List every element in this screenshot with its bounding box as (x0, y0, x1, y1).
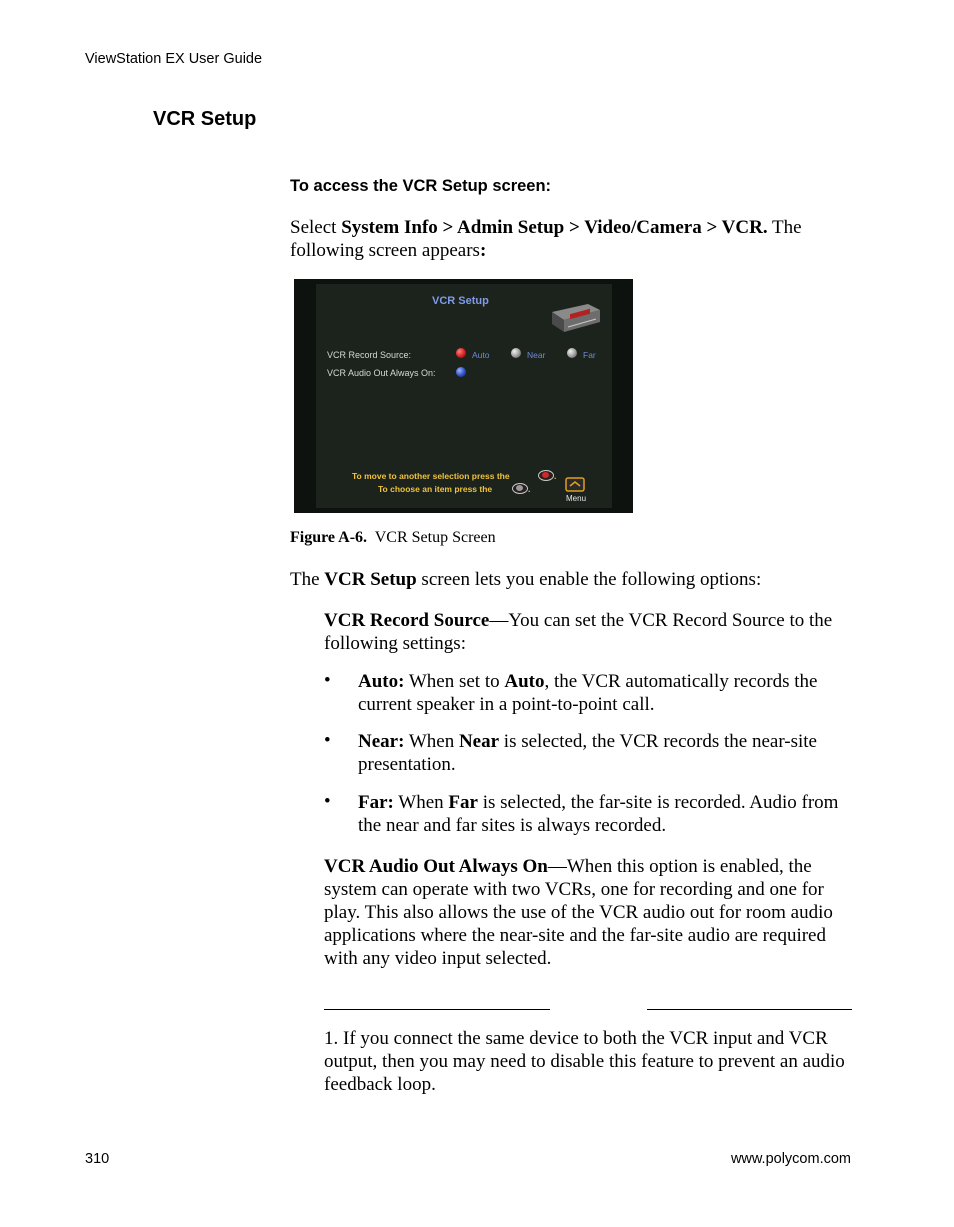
audio-out-term: VCR Audio Out Always On (324, 856, 548, 877)
screen-panel (316, 284, 612, 508)
intro-text: The (290, 569, 325, 590)
running-header: ViewStation EX User Guide (85, 51, 263, 67)
record-source-paragraph (324, 609, 852, 655)
bullet-term: Far: (358, 792, 394, 813)
bullet-text: is selected, the far-site is recorded. Audio from the near and far sites is always recorded. (358, 792, 839, 836)
hint-move-text: To move to another selection press the (352, 471, 510, 481)
figure-text: VCR Setup Screen (374, 529, 496, 546)
audio-out-checkbox[interactable] (456, 367, 466, 377)
record-source-label: VCR Record Source: (327, 350, 412, 360)
bullet-auto (358, 670, 852, 716)
intro-term: VCR Setup (324, 569, 417, 590)
step-text: Select (290, 217, 342, 238)
hint-choose-text: To choose an item press the (378, 484, 493, 494)
radio-far[interactable] (567, 348, 577, 358)
bullet-glyph: • (324, 730, 331, 751)
bullet-text: , the VCR automatically records the current speaker in a point-to-point call. (358, 671, 818, 715)
arrow-keys-icon (538, 470, 557, 481)
step-text: The following screen appears (290, 217, 802, 261)
audio-out-paragraph (324, 855, 852, 970)
hint-move (352, 471, 510, 481)
bullet-text: is selected, the VCR records the near-site presentation. (358, 731, 817, 775)
figure-label: Figure A-6. (290, 529, 368, 546)
vcr-setup-screenshot (294, 279, 633, 513)
record-source-text: —You can set the VCR Record Source to the following settings: (324, 610, 833, 654)
audio-out-text: —When this option is enabled, the system can operate with two VCRs, one for recording and one for play. This also allows the use of the VCR audio out for room audio applications where the near-site and the far-site audio are required with any video input selected. (324, 856, 833, 969)
footnote-rule (647, 1009, 852, 1010)
bullet-glyph: • (324, 670, 331, 691)
audio-out-label: VCR Audio Out Always On: (327, 368, 436, 378)
bullet-glyph: • (324, 791, 331, 812)
hint-dot: . (554, 471, 557, 481)
screen-title: VCR Setup (432, 295, 489, 307)
record-source-term: VCR Record Source (324, 610, 490, 631)
intro-paragraph (290, 568, 850, 591)
footer-url[interactable]: www.polycom.com (730, 1151, 851, 1167)
figure-caption (290, 529, 496, 547)
step-colon: : (479, 240, 487, 261)
bullet-term: Far (448, 792, 478, 813)
bullet-text: When set to (404, 671, 505, 692)
hint-choose (378, 484, 492, 494)
bullet-term: Auto: (358, 671, 405, 692)
bullet-far (358, 791, 852, 837)
vcr-device-icon (548, 300, 602, 334)
radio-near[interactable] (511, 348, 521, 358)
page-number: 310 (85, 1151, 110, 1167)
bullet-text: When (393, 792, 449, 813)
footnote-rule (324, 1009, 550, 1010)
section-title: VCR Setup (153, 108, 257, 130)
footnote: 1. If you connect the same device to both the VCR input and VCR output, then you may need to disable this feature to prevent an audio feedback loop. (324, 1028, 845, 1095)
option-near-label: Near (527, 350, 546, 360)
bullet-text: When (404, 731, 459, 752)
bullet-near (358, 730, 852, 776)
intro-text: screen lets you enable the following options: (416, 569, 762, 590)
bullet-term: Auto (504, 671, 545, 692)
select-key-icon (512, 483, 531, 494)
option-auto-label: Auto (472, 350, 490, 360)
menu-icon[interactable] (565, 477, 585, 492)
menu-label: Menu (566, 494, 587, 503)
bullet-term: Near (458, 731, 500, 752)
hint-dot: . (528, 484, 531, 494)
option-far-label: Far (583, 350, 596, 360)
menu-path: System Info > Admin Setup > Video/Camera > VCR. (341, 217, 768, 238)
bullet-term: Near: (358, 731, 405, 752)
radio-auto[interactable] (456, 348, 466, 358)
procedure-step (290, 216, 850, 262)
procedure-title: To access the VCR Setup screen: (290, 177, 552, 195)
